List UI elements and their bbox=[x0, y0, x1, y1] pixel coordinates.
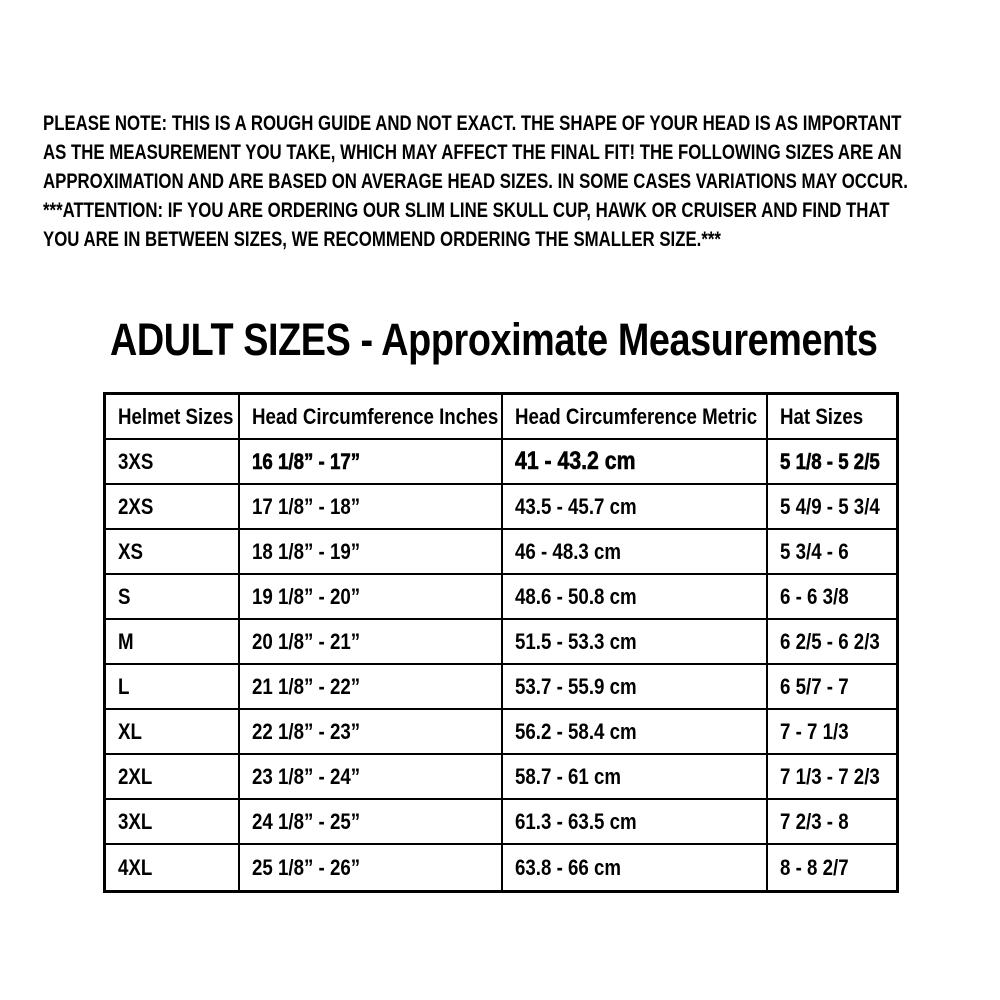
page-title: ADULT SIZES - Approximate Measurements bbox=[110, 314, 878, 365]
cell-hat-size: 5 3/4 - 6 bbox=[768, 530, 896, 575]
attention-note-line: YOU ARE IN BETWEEN SIZES, WE RECOMMEND ORDERING THE SMALLER SIZE.*** bbox=[43, 228, 721, 251]
cell-metric: 43.5 - 45.7 cm bbox=[503, 485, 768, 530]
cell-helmet-size: XL bbox=[106, 710, 240, 755]
cell-inches: 20 1/8” - 21” bbox=[240, 620, 503, 665]
intro-note-line: PLEASE NOTE: THIS IS A ROUGH GUIDE AND NOT EXACT. THE SHAPE OF YOUR HEAD IS AS IMPORTANT bbox=[43, 112, 902, 135]
cell-inches: 21 1/8” - 22” bbox=[240, 665, 503, 710]
attention-note bbox=[43, 196, 1000, 254]
cell-hat-size: 7 - 7 1/3 bbox=[768, 710, 896, 755]
cell-inches: 22 1/8” - 23” bbox=[240, 710, 503, 755]
cell-inches: 24 1/8” - 25” bbox=[240, 800, 503, 845]
cell-inches: 18 1/8” - 19” bbox=[240, 530, 503, 575]
cell-metric: 56.2 - 58.4 cm bbox=[503, 710, 768, 755]
cell-hat-size: 7 1/3 - 7 2/3 bbox=[768, 755, 896, 800]
cell-hat-size: 6 - 6 3/8 bbox=[768, 575, 896, 620]
cell-metric: 58.7 - 61 cm bbox=[503, 755, 768, 800]
header-head-circumference-inches: Head Circumference Inches bbox=[240, 395, 503, 440]
cell-hat-size: 7 2/3 - 8 bbox=[768, 800, 896, 845]
cell-hat-size: 6 2/5 - 6 2/3 bbox=[768, 620, 896, 665]
attention-note-line: ***ATTENTION: IF YOU ARE ORDERING OUR SLIM LINE SKULL CUP, HAWK OR CRUISER AND FIND THAT bbox=[43, 199, 890, 222]
cell-hat-size: 5 4/9 - 5 3/4 bbox=[768, 485, 896, 530]
cell-hat-size: 6 5/7 - 7 bbox=[768, 665, 896, 710]
header-hat-sizes: Hat Sizes bbox=[768, 395, 896, 440]
cell-metric: 53.7 - 55.9 cm bbox=[503, 665, 768, 710]
cell-metric: 51.5 - 53.3 cm bbox=[503, 620, 768, 665]
cell-helmet-size: S bbox=[106, 575, 240, 620]
cell-metric: 61.3 - 63.5 cm bbox=[503, 800, 768, 845]
cell-inches: 23 1/8” - 24” bbox=[240, 755, 503, 800]
intro-note-line: APPROXIMATION AND ARE BASED ON AVERAGE HEAD SIZES. IN SOME CASES VARIATIONS MAY OCCUR. bbox=[43, 170, 908, 193]
cell-helmet-size: 2XL bbox=[106, 755, 240, 800]
cell-helmet-size: M bbox=[106, 620, 240, 665]
cell-helmet-size: XS bbox=[106, 530, 240, 575]
cell-metric: 63.8 - 66 cm bbox=[503, 845, 768, 890]
cell-inches: 19 1/8” - 20” bbox=[240, 575, 503, 620]
intro-note bbox=[43, 109, 1000, 196]
header-head-circumference-metric: Head Circumference Metric bbox=[503, 395, 768, 440]
cell-inches: 16 1/8” - 17” bbox=[240, 440, 503, 485]
cell-hat-size: 8 - 8 2/7 bbox=[780, 854, 849, 880]
intro-note-line: AS THE MEASUREMENT YOU TAKE, WHICH MAY AFFECT THE FINAL FIT! THE FOLLOWING SIZES ARE AN bbox=[43, 141, 902, 164]
cell-hat-size: 5 1/8 - 5 2/5 bbox=[768, 440, 896, 485]
cell-metric: 48.6 - 50.8 cm bbox=[503, 575, 768, 620]
cell-helmet-size: 4XL bbox=[106, 845, 240, 890]
cell-helmet-size: 2XS bbox=[106, 485, 240, 530]
cell-inches: 25 1/8” - 26” bbox=[240, 845, 503, 890]
cell-helmet-size: L bbox=[106, 665, 240, 710]
cell-inches: 17 1/8” - 18” bbox=[240, 485, 503, 530]
adult-sizes-table bbox=[103, 392, 899, 893]
cell-helmet-size: 3XL bbox=[106, 800, 240, 845]
cell-helmet-size: 3XS bbox=[106, 440, 240, 485]
cell-metric: 41 - 43.2 cm bbox=[503, 440, 768, 485]
cell-metric: 46 - 48.3 cm bbox=[503, 530, 768, 575]
header-helmet-sizes: Helmet Sizes bbox=[106, 395, 240, 440]
